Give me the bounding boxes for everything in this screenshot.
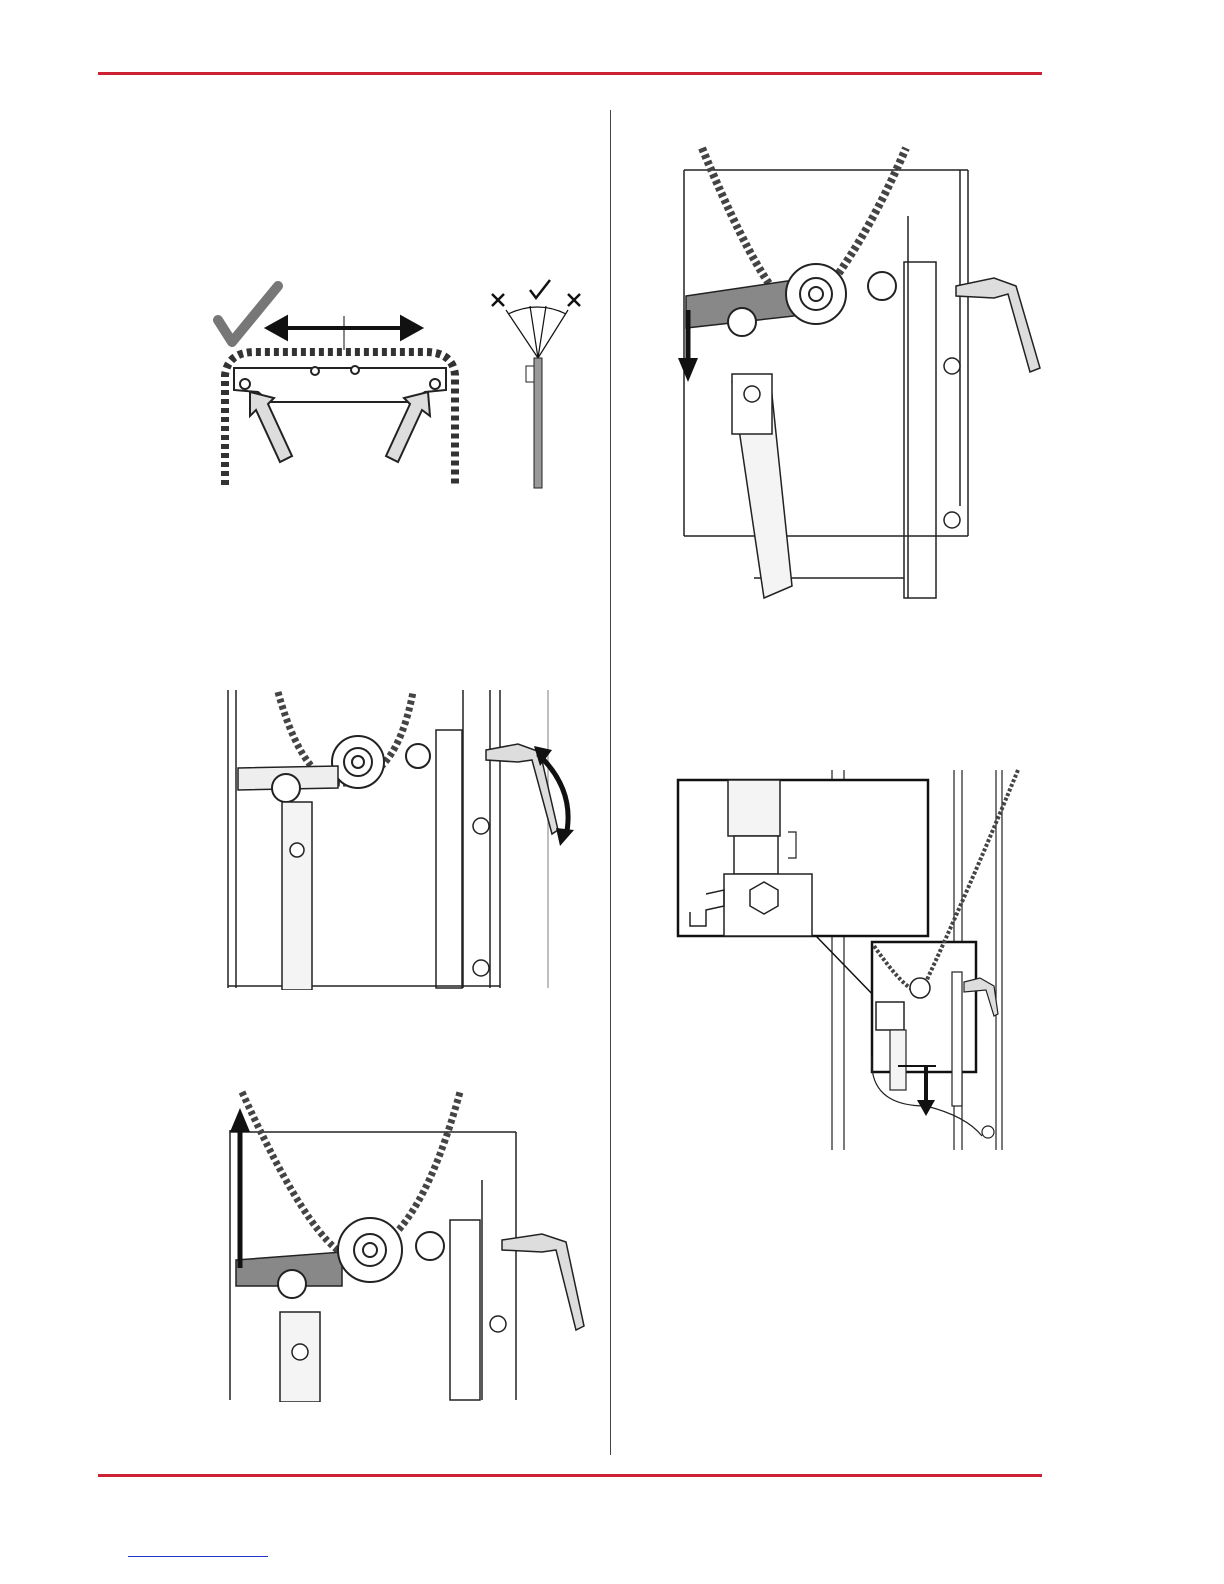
figure-lower-tensioner [664,146,1048,600]
checkmark-icon [218,286,278,342]
arrow-up-icon [230,1108,250,1268]
clamp-lever [486,744,558,834]
sprocket [332,736,384,788]
figure-tensioner-detail [676,766,1046,1154]
blade-side-view [534,358,542,488]
sprocket [338,1218,402,1282]
sprocket [786,264,846,324]
checkmark-icon [530,280,550,298]
figure-release-lever [218,690,588,990]
clamp-lever [502,1234,584,1330]
header-rule [98,72,1042,75]
figure-lift-tensioner [222,1090,588,1402]
footer-link-underline [128,1556,268,1557]
tensioner-cylinder [282,802,312,990]
column-divider [610,110,611,1455]
footer-rule [98,1474,1042,1477]
figure-chain-tension [210,280,470,490]
double-arrow-icon [268,316,420,350]
figure-blade-angle [486,276,590,490]
